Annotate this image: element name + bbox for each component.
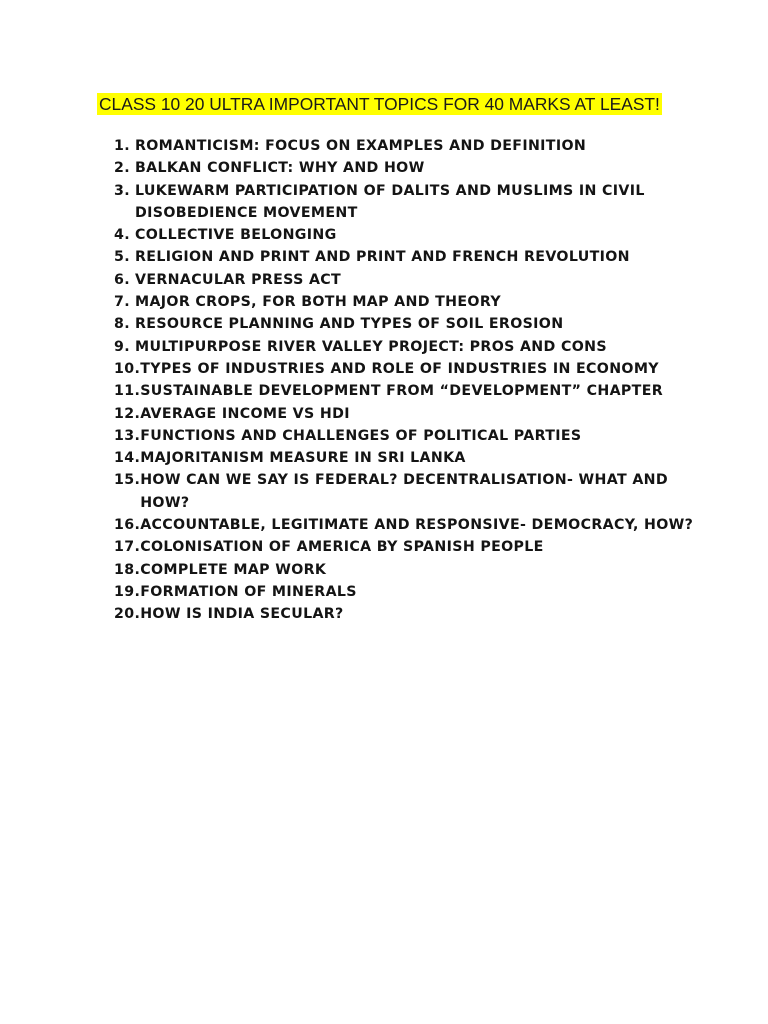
list-item [114,469,694,514]
list-item [114,536,694,558]
list-item-text: FORMATION OF MINERALS [140,583,357,600]
list-item [114,425,694,447]
list-item-number: 6. [114,271,130,288]
list-item-number: 11. [114,383,141,400]
list-item [114,291,694,313]
list-item-text: AVERAGE INCOME VS HDI [140,405,350,422]
list-item-text: ROMANTICISM: FOCUS ON EXAMPLES AND DEFINITION [135,138,587,154]
list-item-text: BALKAN CONFLICT: WHY AND HOW [135,160,425,177]
topic-list [114,135,694,626]
list-item-number: 4. [114,227,130,244]
list-item [114,135,694,157]
list-item [114,269,694,291]
list-item [114,180,694,225]
list-item-number: 3. [114,182,130,199]
list-item [114,313,694,335]
list-item-text: MAJORITANISM MEASURE IN SRI LANKA [140,450,466,467]
list-item [114,224,694,246]
list-item-number: 14. [114,450,141,467]
list-item-text: SUSTAINABLE DEVELOPMENT FROM “DEVELOPMENT” CHAPTER [140,383,664,400]
list-item [114,380,694,402]
list-item-number: 13. [114,427,141,444]
list-item [114,403,694,425]
list-item [114,336,694,358]
list-item [114,514,694,536]
list-item-text: RELIGION AND PRINT AND PRINT AND FRENCH REVOLUTION [135,249,630,266]
list-item-text: MAJOR CROPS, FOR BOTH MAP AND THEORY [135,294,501,311]
list-item [114,559,694,581]
list-item-text: VERNACULAR PRESS ACT [135,271,342,288]
list-item-text: COLLECTIVE BELONGING [135,227,337,244]
list-item-text: RESOURCE PLANNING AND TYPES OF SOIL EROSION [135,316,564,333]
list-item-text: COLONISATION OF AMERICA BY SPANISH PEOPLE [140,539,544,556]
list-item [114,157,694,179]
list-item-number: 20. [114,606,141,623]
list-item-text: TYPES OF INDUSTRIES AND ROLE OF INDUSTRIES IN ECONOMY [140,360,659,377]
list-item-number: 15. [114,472,141,489]
list-item-text: HOW IS INDIA SECULAR? [140,606,344,623]
list-item-number: 9. [114,338,130,355]
list-item [114,603,694,625]
list-item-number: 7. [114,294,130,311]
list-item [114,447,694,469]
list-item-number: 18. [114,561,141,578]
list-item-number: 10. [114,360,141,377]
list-item-number: 1. [114,138,130,154]
list-item-number: 17. [114,539,141,556]
list-item-text: ACCOUNTABLE, LEGITIMATE AND RESPONSIVE- DEMOCRACY, HOW? [140,517,694,534]
list-item-text: COMPLETE MAP WORK [140,561,327,578]
list-item-number: 5. [114,249,130,266]
list-item-text: LUKEWARM PARTICIPATION OF DALITS AND MUSLIMS IN CIVIL DISOBEDIENCE MOVEMENT [135,182,645,221]
list-item-number: 2. [114,160,130,177]
list-item [114,581,694,603]
title-highlight: CLASS 10 20 ULTRA IMPORTANT TOPICS FOR 40 MARKS AT LEAST! [99,94,660,114]
list-item-number: 19. [114,583,141,600]
list-item [114,246,694,268]
list-item-text: MULTIPURPOSE RIVER VALLEY PROJECT: PROS AND CONS [135,338,607,355]
list-item-text: HOW CAN WE SAY IS FEDERAL? DECENTRALISATION- WHAT AND HOW? [140,472,669,511]
list-item-text: FUNCTIONS AND CHALLENGES OF POLITICAL PARTIES [140,427,582,444]
page-title [97,93,662,115]
list-item-number: 12. [114,405,141,422]
list-item [114,358,694,380]
list-item-number: 16. [114,517,141,534]
list-item-number: 8. [114,316,130,333]
